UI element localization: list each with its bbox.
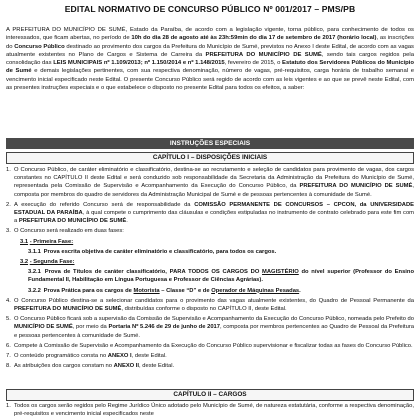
list-item: 8. As atribuições dos cargos constam no ANEXO II, deste Edital. <box>6 363 175 370</box>
list-item: 6. Compete à Comissão de Supervisão e Acompanhamento da Execução do Concurso Público supervisionar e fiscalizar todas as fases do Concurso Público. <box>6 342 413 349</box>
special-instructions-heading: INSTRUÇÕES ESPECIAIS <box>6 138 414 149</box>
list-item: 4. O Concurso Público destina-se a selecionar candidatos para o provimento das vagas atualmente existentes, do Quadro de Pessoal Permanente da PREFEITURA DO MUNICÍPIO DE SUMÉ, distribuídas conforme o disposto no CAPÍTULO II, deste Edital. <box>6 297 414 313</box>
list-item: 3.2.1 Prova de Títulos de caráter classificatório, PARA TODOS OS CARGOS DO MAGISTÉRIO do nível superior (Professor do Ensino Fundamental II, Habilitação em Língua Portuguesa e Professor de Ciências Agrárias). <box>28 269 414 284</box>
list-item: 3.1.1 Prova escrita objetiva de caráter eliminatório e classificatório, para todos os cargos. <box>28 248 277 255</box>
list-item: 5. O Concurso Público ficará sob a supervisão da Comissão de Supervisão e Acompanhamento da Execução do Concurso Público, nomeada pelo Prefeito do MUNICÍPIO DE SUMÉ, por meio da Portaria Nº 5.246 de 29 de junho de 2017, composta por membros pertencentes ao Quadro de Pessoal da Prefeitura e pessoas pertencentes à comunidade de Sumé. <box>6 316 415 339</box>
intro-laws: LEIS MUNICIPAIS nº 1.109/2013; nº 1.150/2014 e nº 1.148/2015 <box>53 60 225 67</box>
intro-text: e demais legislações pertinentes, com sua respectiva denominação, número de vagas, pré-requisitos, carga horária de trabalho semanal e vencimento inicial especificado neste Edital. O presente Concurso Público será regido de acordo com as leis vigentes e ao que se prevê neste Edital, com as presentes instruções especiais e o que estabelece o disposto no presente Edital para todos os efeitos, a saber: <box>6 68 414 92</box>
intro-text: , as inscrições do <box>6 35 415 50</box>
intro-bold: Concurso Público <box>14 43 65 50</box>
intro-paragraph <box>6 26 414 92</box>
intro-bold: PREFEITURA DO MUNICÍPIO DE SUMÉ <box>205 51 322 58</box>
chapter-2-heading: CAPÍTULO II – CARGOS <box>6 389 414 401</box>
intro-text: , sendo tais cargos regidos pela consolidação das <box>6 51 415 67</box>
intro-statute: Estatuto dos Servidores Públicos do Município de Sumé <box>6 60 414 75</box>
intro-period: 10h do dia 28 de agosto até às 23h:59min do dia 17 de setembro de 2017 (horário local) <box>131 35 377 42</box>
intro-text: , fevereiro de 2015, o <box>224 60 283 67</box>
chapter-2-body <box>6 402 414 420</box>
list-item: 1. O Concurso Público, de caráter eliminatório e classificatório, destina-se ao recrutamento e seleção de candidatos para provimento de vagas, dos cargos constantes no CAPÍTULO II deste Edital e será conduzido sob responsabilidade da Secretaria da Administração da Prefeitura do Município de Sumé, representada pela Comissão de Supervisão e Acompanhamento da Execução do Concurso Público, da PREFEITURA DO MUNICÍPIO DE SUMÉ, composta por membros do quadro de servidores da Administração Municipal de Sumé e de pessoas pertencentes à comunidade de Sumé. <box>6 167 415 198</box>
list-item: 3. O Concurso será realizado em duas fases: <box>6 228 124 235</box>
chapter-1-body <box>6 166 414 372</box>
list-item: 3.2.2 Prova Prática para os cargos de Motorista – Classe “D” e de Operador de Máquinas Pesadas. <box>28 287 301 294</box>
chapter-1-heading: CAPÍTULO I – DISPOSIÇÕES INICIAIS <box>6 152 414 164</box>
list-item: 1. Todos os cargos serão regidos pelo Regime Jurídico Único adotado pelo Município de Sumé, de natureza estatutária, conforme a respectiva denominação, pré-requisitos e vencimento inicial especificados neste <box>6 403 414 418</box>
list-item: 3.2 - Segunda Fase: <box>20 259 75 266</box>
intro-text: destinado ao provimento dos cargos da Prefeitura do Município de Sumé, previstos no Anexo I deste Edital, de acordo com as vagas atualmente existentes no Plano de Cargos e Sistema de Carreira da <box>6 43 414 58</box>
list-item: 2. A execução do referido Concurso será de responsabilidade da COMISSÃO PERMANENTE DE CONCURSOS – CPCON, da UNIVERSIDADE ESTADUAL DA PARAÍBA, à qual compete o cumprimento das cláusulas e condições estipuladas no instrumento de contrato celebrado para este fim com a PREFEITURA DO MUNICÍPIO DE SUMÉ. <box>6 201 414 225</box>
intro-text: A PREFEITURA DO MUNICÍPIO DE SUMÉ, Estado da Paraíba, de acordo com a legislação vigente, torna público, para conhecimento de todos os interessados, que ficam abertas, no período de <box>6 27 414 42</box>
list-item: 3.1 - Primeira Fase: <box>20 238 74 245</box>
document-title: EDITAL NORMATIVO DE CONCURSO PÚBLICO Nº 001/2017 – PMS/PB <box>64 4 356 14</box>
list-item: 7. O conteúdo programático consta no ANEXO I, deste Edital. <box>6 353 167 360</box>
